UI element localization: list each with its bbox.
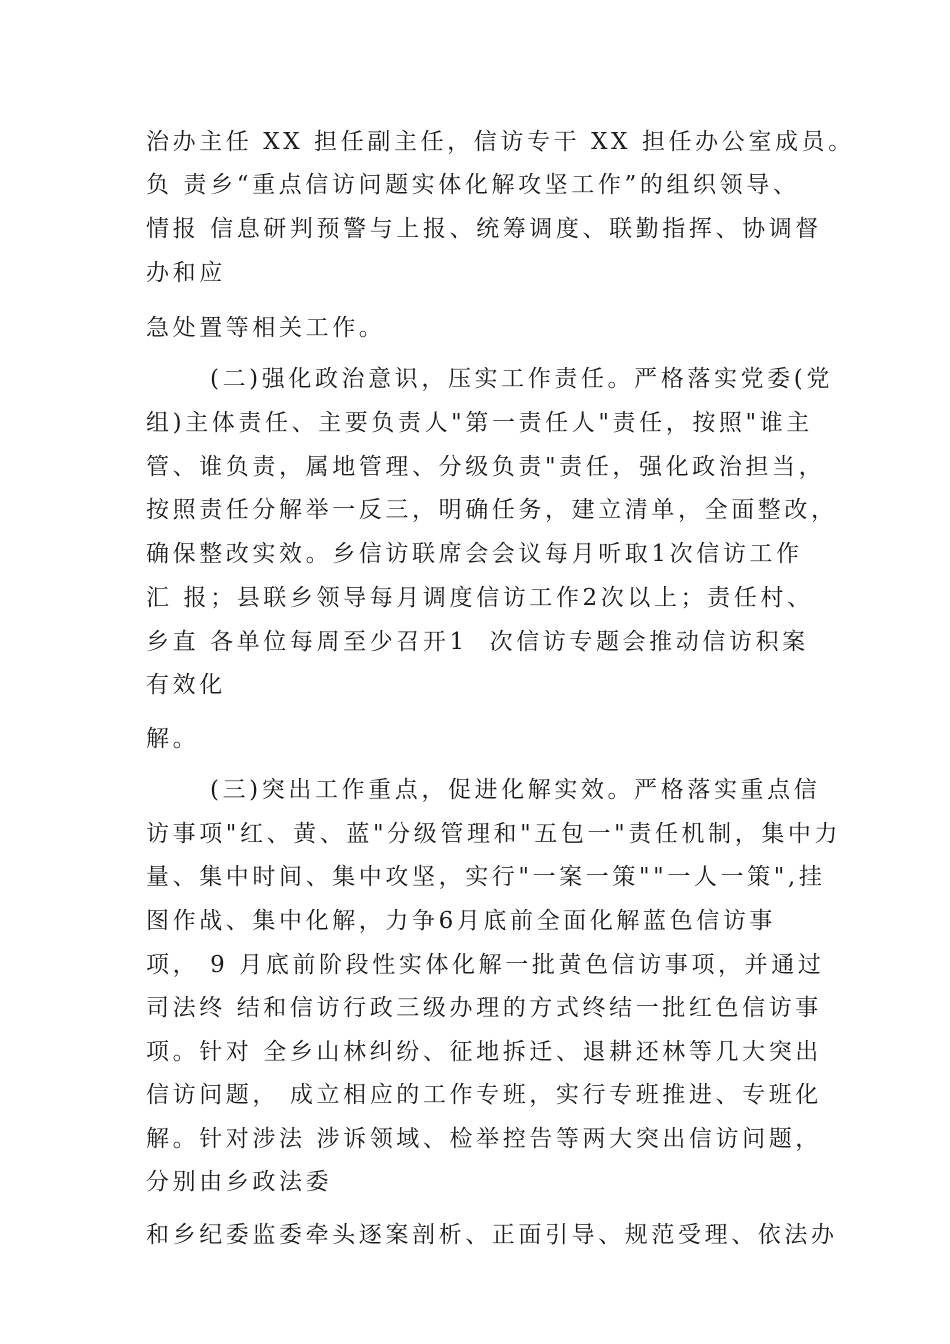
- text-line: 急处置等相关工作。: [146, 315, 386, 341]
- text-line: 管、谁负责，属地管理、分级负责"责任，强化政治担当，: [146, 454, 826, 480]
- text-line: 确保整改实效。乡信访联席会会议每月听取1次信访工作: [146, 541, 803, 567]
- paragraph-heading-line: (三)突出工作重点，促进化解实效。严格落实重点信: [210, 777, 821, 803]
- text-line: 汇 报；县联乡领导每月调度信访工作2次以上；责任村、: [146, 585, 814, 611]
- text-line: 解。: [146, 726, 200, 752]
- text-line: 按照责任分解举一反三，明确任务，建立清单，全面整改，: [146, 497, 838, 523]
- text-line: 办和应: [146, 260, 226, 286]
- text-line: 组)主体责任、主要负责人"第一责任人"责任，按照"谁主: [146, 410, 813, 436]
- text-line: 分别由乡政法委: [146, 1169, 333, 1195]
- text-line: 负 责乡“重点信访问题实体化解攻坚工作”的组织领导、: [146, 172, 800, 198]
- text-line: 信访问题， 成立相应的工作专班，实行专班推进、专班化: [146, 1082, 822, 1108]
- paragraph-heading-line: (二)强化政治意识，压实工作责任。严格落实党委(党: [210, 366, 833, 392]
- text-line: 治办主任 XX 担任副主任，信访专干 XX 担任办公室成员。: [146, 129, 855, 155]
- text-line: 和乡纪委监委牵头逐案剖析、正面引导、规范受理、依法办: [146, 1222, 838, 1248]
- text-line: 解。针对涉法 涉诉领域、检举控告等两大突出信访问题，: [146, 1126, 822, 1152]
- text-line: 司法终 结和信访行政三级办理的方式终结一批红色信访事: [146, 995, 822, 1021]
- text-line: 有效化: [146, 672, 226, 698]
- text-line: 项。针对 全乡山林纠纷、征地拆迁、退耕还林等几大突出: [146, 1039, 822, 1065]
- text-line: 项， 9 月底前阶段性实体化解一批黄色信访事项，并通过: [146, 952, 825, 978]
- text-line: 访事项"红、黄、蓝"分级管理和"五包一"责任机制，集中力: [146, 821, 842, 847]
- text-line: 图作战、集中化解，力争6月底前全面化解蓝色信访事: [146, 908, 777, 934]
- text-line: 量、集中时间、集中攻坚，实行"一案一策""一人一策",挂: [146, 864, 826, 890]
- text-line: 乡直 各单位每周至少召开1 次信访专题会推动信访积案: [146, 629, 809, 655]
- text-line: 情报 信息研判预警与上报、统筹调度、联勤指挥、协调督: [146, 216, 822, 242]
